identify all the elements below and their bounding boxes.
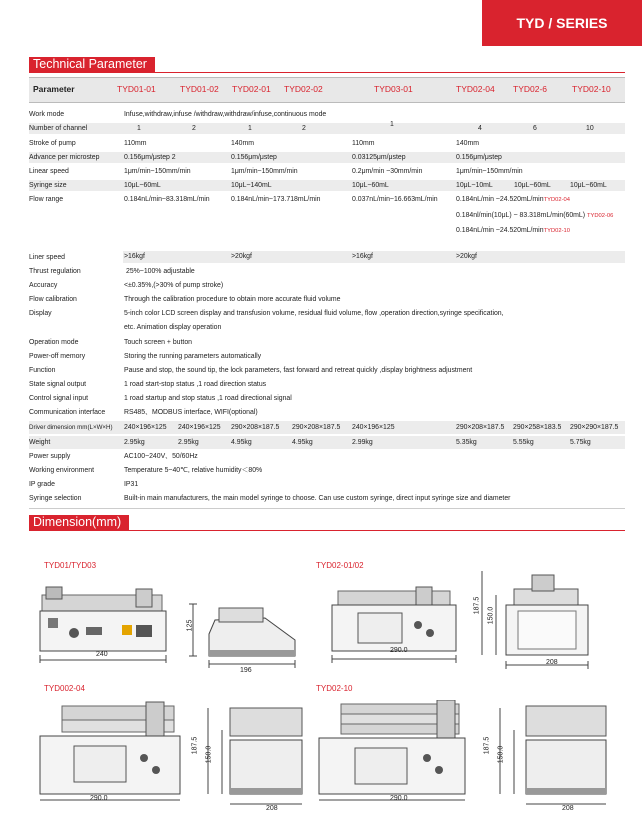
row-value: 0.03125μm/μstep (352, 154, 406, 161)
row-display (29, 309, 625, 333)
channel-value: 1 (390, 121, 394, 128)
dimension-width: 240 (96, 651, 108, 658)
row-value: >20kgf (456, 253, 477, 260)
row-value: 10μL~60mL (514, 182, 551, 189)
row-state-output (29, 380, 625, 390)
row-label: Working environment (29, 467, 94, 474)
row-value: >16kgf (352, 253, 373, 260)
row-work-mode (29, 110, 625, 119)
row-label: Advance per microstep (29, 154, 100, 161)
row-value: AC100~240V、50/60Hz (124, 453, 198, 460)
flow-sub-value: 0.184nl/min(10μL) ~ 83.318mL/min(60mL) TYD02-06 (456, 212, 614, 219)
row-label: Communication interface (29, 409, 106, 416)
figure-caption: TYD02-10 (316, 684, 353, 693)
dimension-height: 187.5 (191, 736, 199, 755)
row-communication (29, 408, 625, 418)
row-value: Through the calibration procedure to obtain more accurate fluid volume (124, 296, 341, 303)
row-thrust (29, 267, 625, 277)
flow-sub-value: 0.184nL/min ~24.520mL/minTYD02-10 (456, 227, 570, 234)
row-value: 4.95kg (292, 439, 313, 446)
channel-value: 2 (302, 125, 306, 132)
row-power-off (29, 352, 625, 362)
row-label: Function (29, 367, 56, 374)
row-operation-mode (29, 338, 625, 348)
row-value: 0.156μm/μstep 2 (124, 154, 176, 161)
pump-side-view-f3 (200, 700, 310, 815)
section-divider (29, 530, 625, 531)
row-value: 2.95kg (178, 439, 199, 446)
row-value: 5-inch color LCD screen display and transfusion volume, residual fluid volume, flow ,operation direction,syringe specification, (124, 310, 504, 317)
row-value: >20kgf (231, 253, 252, 260)
row-value: >16kgf (124, 253, 145, 260)
dimension-depth: 208 (546, 659, 558, 666)
row-value: 10μL~60mL (124, 182, 161, 189)
row-label: Syringe selection (29, 495, 82, 502)
row-value: 290×208×187.5 (292, 424, 341, 431)
series-title: TYD / SERIES (516, 15, 608, 31)
row-label: Number of channel (29, 125, 88, 132)
row-value: 25%~100% adjustable (126, 268, 195, 275)
row-ip-grade (29, 480, 625, 490)
header-model: TYD02-6 (513, 84, 548, 94)
row-label: Flow calibration (29, 296, 77, 303)
row-value: 10μL~60mL (570, 182, 607, 189)
dimension-width: 290.0 (390, 647, 408, 654)
row-shade (123, 251, 625, 263)
figure-caption: TYD02-01/02 (316, 561, 364, 570)
section-divider (29, 72, 625, 73)
pump-side-view-f1 (185, 600, 305, 670)
row-liner-speed (29, 251, 625, 264)
channel-value: 10 (586, 125, 594, 132)
row-driver-dimension (29, 421, 625, 434)
dimension-height: 150.0 (497, 745, 505, 764)
row-value: 10μL~60mL (352, 182, 389, 189)
dimension-height: 187.5 (473, 596, 481, 615)
row-label: Liner speed (29, 254, 66, 261)
row-value: 1μm/min~150mm/min (231, 168, 298, 175)
header-model: TYD01-01 (117, 84, 156, 94)
row-value: 290×290×187.5 (570, 424, 619, 431)
channel-value: 2 (192, 125, 196, 132)
row-value: 290×258×183.5 (513, 424, 562, 431)
header-model: TYD02-10 (572, 84, 611, 94)
row-value: 110mm (352, 140, 375, 147)
row-label: Power supply (29, 453, 71, 460)
row-label: IP grade (29, 481, 55, 488)
dimension-depth: 196 (240, 667, 252, 674)
dimension-height: 125 (186, 619, 194, 632)
row-label: Power-off memory (29, 353, 86, 360)
row-value: RS485、MODBUS interface, WIFI(optional) (124, 409, 258, 416)
row-label: Driver dimension mm(L×W×H) (29, 424, 113, 431)
technical-parameter-title: Technical Parameter (29, 57, 155, 72)
row-label: Linear speed (29, 168, 69, 175)
header-model: TYD01-02 (180, 84, 219, 94)
row-value: 140mm (231, 140, 254, 147)
row-value: 1 road startup and stop status ,1 road directional signal (124, 395, 292, 402)
dimension-depth: 208 (266, 805, 278, 812)
row-syringe-size (29, 180, 625, 191)
row-value: Built-in main manufacturers, the main model syringe to choose. Can use custom syringe, direct input syringe size and diameter (124, 495, 511, 502)
row-value: 1 road start-stop status ,1 road direction status (124, 381, 267, 388)
row-value: 10μL~140mL (231, 182, 272, 189)
row-stroke (29, 139, 625, 149)
row-label: Control signal input (29, 395, 88, 402)
dimension-height: 150.0 (205, 745, 213, 764)
row-accuracy (29, 281, 625, 291)
row-value: 2.99kg (352, 439, 373, 446)
row-function (29, 366, 625, 376)
row-value: 0.037nL/min~16.663mL/min (352, 196, 438, 203)
row-value: 290×208×187.5 (231, 424, 280, 431)
row-channels (29, 123, 625, 134)
row-value: 10μL~10mL (456, 182, 493, 189)
row-value: 5.55kg (513, 439, 534, 446)
row-value: 2.95kg (124, 439, 145, 446)
row-syringe-selection (29, 494, 625, 504)
row-value: Temperature 5~40℃, relative humidity＜80% (124, 467, 263, 474)
row-label: Operation mode (29, 339, 79, 346)
header-parameter: Parameter (33, 84, 75, 94)
row-label: Stroke of pump (29, 140, 76, 147)
channel-value: 4 (478, 125, 482, 132)
channel-value: 6 (533, 125, 537, 132)
row-value: 240×196×125 (352, 424, 395, 431)
dimension-width: 290.0 (390, 795, 408, 802)
series-banner (482, 0, 642, 46)
row-linear-speed (29, 167, 625, 177)
row-value: 240×196×125 (178, 424, 221, 431)
row-value: 1μm/min~150mm/min (124, 168, 191, 175)
row-value: 0.184nL/min~83.318mL/min (124, 196, 210, 203)
row-weight (29, 436, 625, 449)
row-label: Thrust regulation (29, 268, 81, 275)
row-value: Storing the running parameters automatically (124, 353, 262, 360)
row-label: Syringe size (29, 182, 67, 189)
channel-value: 1 (248, 125, 252, 132)
figure-caption: TYD01/TYD03 (44, 561, 97, 570)
row-value: 0.156μm/μstep (456, 154, 502, 161)
table-bottom-border (29, 508, 625, 509)
table-header (29, 77, 625, 103)
row-value: 5.75kg (570, 439, 591, 446)
row-value: Touch screen + button (124, 339, 192, 346)
row-label: Display (29, 310, 52, 317)
flow-sub-value: 0.184nL/min ~24.520mL/minTYD02-04 (456, 196, 570, 203)
dimension-title: Dimension(mm) (29, 515, 129, 530)
dimension-width: 290.0 (90, 795, 108, 802)
row-label: Flow range (29, 196, 64, 203)
row-value: Pause and stop, the sound tip, the lock parameters, fast forward and retreat quickly ,display brightness adjustment (124, 367, 473, 374)
row-value: 0.2μm/min ~30mm/min (352, 168, 423, 175)
row-flow-range (29, 195, 625, 247)
row-environment (29, 466, 625, 476)
channel-value: 1 (137, 125, 141, 132)
figure-caption: TYD002-04 (44, 684, 85, 693)
header-model: TYD02-01 (232, 84, 271, 94)
row-value: IP31 (124, 481, 139, 488)
row-value: <±0.35%,(>30% of pump stroke) (124, 282, 224, 289)
row-value: 0.156μm/μstep (231, 154, 277, 161)
row-value: 5.35kg (456, 439, 477, 446)
row-calibration (29, 295, 625, 305)
row-control-input (29, 394, 625, 404)
row-value: etc. Animation display operation (124, 324, 222, 331)
row-value: 290×208×187.5 (456, 424, 505, 431)
dimension-height: 150.0 (487, 606, 495, 625)
row-value: Infuse,withdraw,infuse /withdraw,withdraw/infuse,continuous mode (124, 111, 327, 118)
dimension-height: 187.5 (483, 736, 491, 755)
pump-side-view-f4 (492, 700, 622, 815)
row-label: State signal output (29, 381, 87, 388)
pump-front-view-f3 (36, 700, 186, 808)
row-value: 240×196×125 (124, 424, 167, 431)
header-model: TYD03-01 (374, 84, 413, 94)
header-model: TYD02-02 (284, 84, 323, 94)
pump-front-view-f4 (315, 700, 475, 808)
row-value: 110mm (124, 140, 147, 147)
header-model: TYD02-04 (456, 84, 495, 94)
row-value: 1μm/min~150mm/min (456, 168, 523, 175)
row-label: Weight (29, 439, 51, 446)
row-microstep (29, 152, 625, 163)
row-label: Accuracy (29, 282, 58, 289)
row-power-supply (29, 452, 625, 462)
row-label: Work mode (29, 111, 65, 118)
dimension-depth: 208 (562, 805, 574, 812)
row-value: 140mm (456, 140, 479, 147)
row-value: 4.95kg (231, 439, 252, 446)
row-value: 0.184nL/min~173.718mL/min (231, 196, 321, 203)
